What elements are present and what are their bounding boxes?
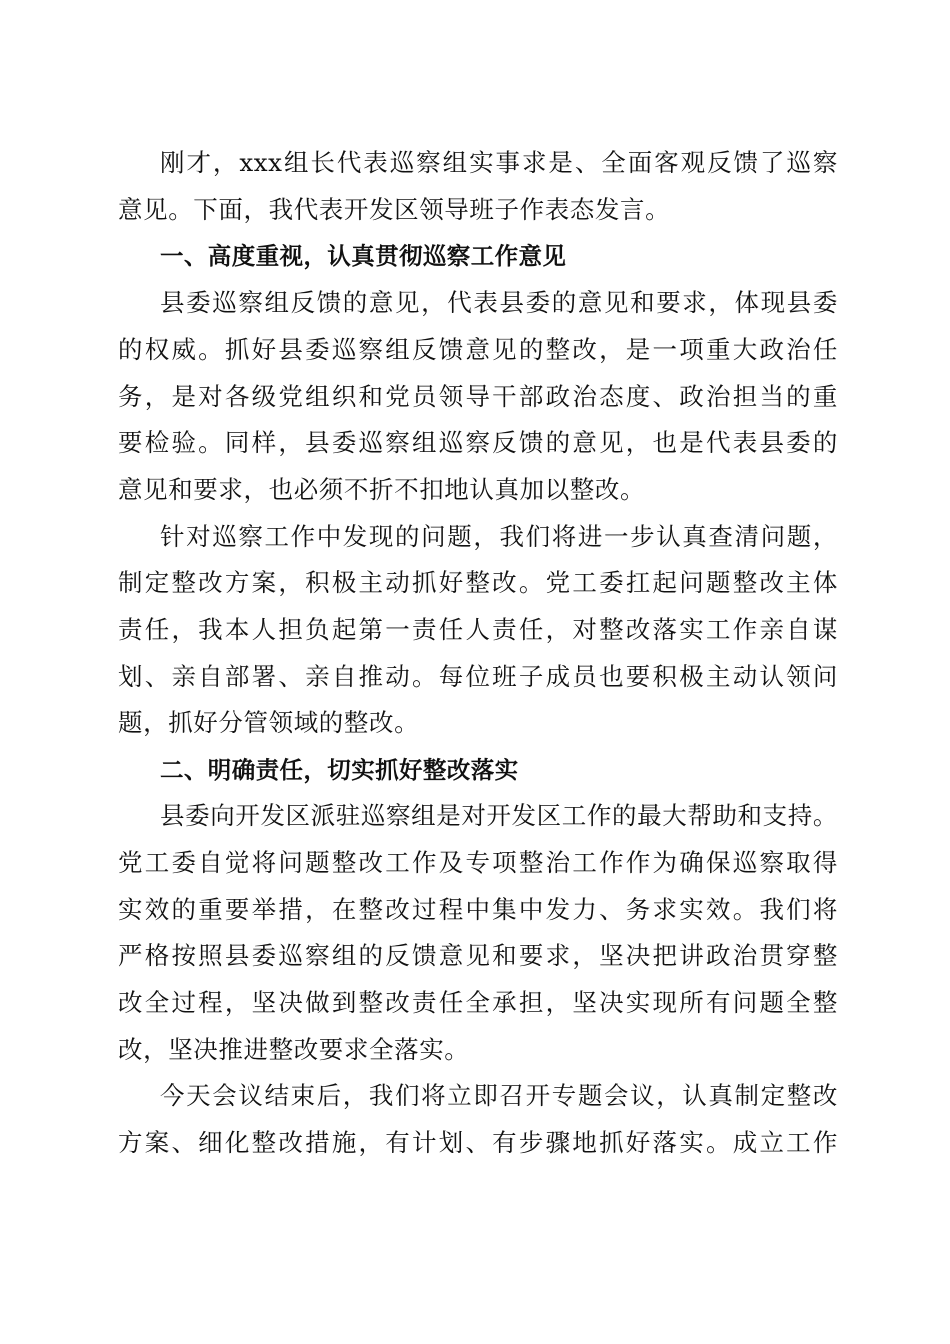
paragraph-1-line-1: 刚才，xxx组长代表巡察组实事求是、全面客观反馈了巡察 bbox=[160, 148, 838, 177]
paragraph-5-line-2: 方案、细化整改措施，有计划、有步骤地抓好落实。成立工作 bbox=[118, 1128, 838, 1157]
paragraph-3-line-4: 划、亲自部署、亲自推动。每位班子成员也要积极主动认领问 bbox=[118, 662, 838, 691]
paragraph-3-line-3: 责任，我本人担负起第一责任人责任，对整改落实工作亲自谋 bbox=[118, 615, 838, 644]
paragraph-4-line-3: 实效的重要举措，在整改过程中集中发力、务求实效。我们将 bbox=[118, 895, 838, 924]
section-heading-1: 一、高度重视，认真贯彻巡察工作意见 bbox=[160, 242, 567, 270]
section-heading-2: 二、明确责任，切实抓好整改落实 bbox=[160, 756, 519, 784]
paragraph-5-line-1: 今天会议结束后，我们将立即召开专题会议，认真制定整改 bbox=[160, 1081, 838, 1110]
paragraph-3-line-2: 制定整改方案，积极主动抓好整改。党工委扛起问题整改主体 bbox=[118, 568, 838, 597]
paragraph-2-line-4: 要检验。同样，县委巡察组巡察反馈的意见，也是代表县委的 bbox=[118, 428, 838, 457]
paragraph-2-line-3: 务，是对各级党组织和党员领导干部政治态度、政治担当的重 bbox=[118, 382, 838, 411]
paragraph-2-line-2: 的权威。抓好县委巡察组反馈意见的整改，是一项重大政治任 bbox=[118, 335, 838, 364]
paragraph-3-line-1: 针对巡察工作中发现的问题，我们将进一步认真查清问题， bbox=[160, 522, 838, 551]
paragraph-4-line-4: 严格按照县委巡察组的反馈意见和要求，坚决把讲政治贯穿整 bbox=[118, 941, 838, 970]
paragraph-4-line-2: 党工委自觉将问题整改工作及专项整治工作作为确保巡察取得 bbox=[118, 848, 838, 877]
paragraph-3-line-5: 题，抓好分管领域的整改。 bbox=[118, 708, 420, 737]
paragraph-2-line-1: 县委巡察组反馈的意见，代表县委的意见和要求，体现县委 bbox=[160, 288, 838, 317]
paragraph-4-line-5: 改全过程，坚决做到整改责任全承担，坚决实现所有问题全整 bbox=[118, 988, 838, 1017]
paragraph-2-line-5: 意见和要求，也必须不折不扣地认真加以整改。 bbox=[118, 475, 646, 504]
paragraph-4-line-1: 县委向开发区派驻巡察组是对开发区工作的最大帮助和支持。 bbox=[160, 801, 838, 830]
paragraph-1-line-2: 意见。下面，我代表开发区领导班子作表态发言。 bbox=[118, 195, 671, 224]
paragraph-4-line-6: 改，坚决推进整改要求全落实。 bbox=[118, 1035, 470, 1064]
